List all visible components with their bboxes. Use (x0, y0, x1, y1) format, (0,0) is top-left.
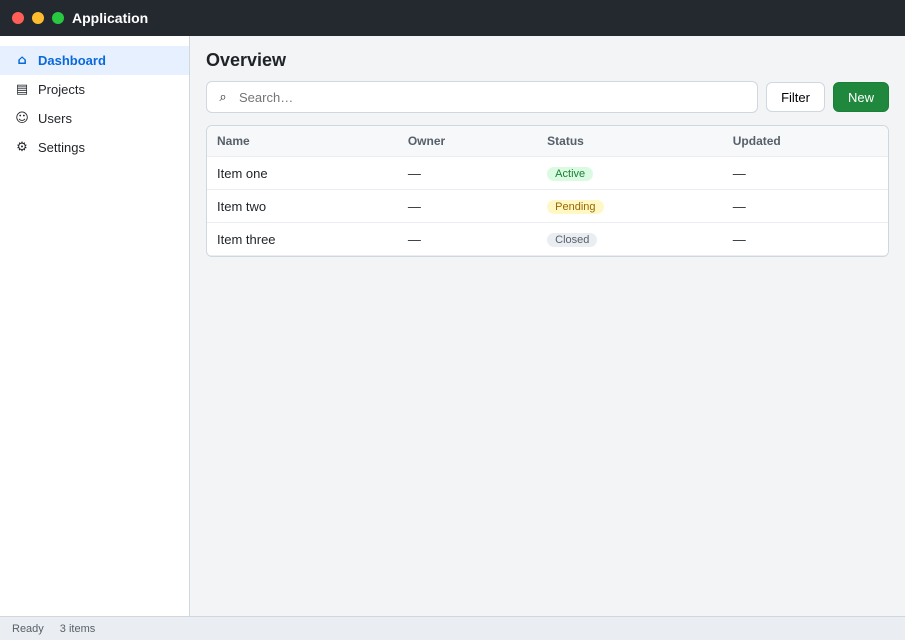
sidebar-item-label: Projects (38, 82, 85, 97)
users-icon: ☺ (15, 111, 29, 126)
table-cell (207, 190, 398, 223)
status-badge: Active (547, 167, 593, 181)
table-header-row (207, 126, 888, 157)
sidebar-item-settings[interactable] (0, 133, 189, 162)
data-table (206, 125, 889, 257)
filter-button[interactable]: Filter (766, 82, 825, 112)
sidebar-item-label: Settings (38, 140, 85, 155)
sidebar-item-users[interactable] (0, 104, 189, 133)
column-header[interactable]: Updated (723, 126, 888, 157)
table-cell (723, 157, 888, 190)
cell-text: — (407, 198, 421, 214)
table-cell (723, 223, 888, 256)
search-box[interactable] (206, 81, 758, 113)
gear-icon: ⚙ (16, 140, 28, 155)
sidebar-item-label: Dashboard (38, 53, 106, 68)
cell-text: — (407, 165, 421, 181)
main-content (190, 36, 905, 616)
minimize-window-button[interactable] (32, 12, 44, 24)
column-header[interactable]: Name (207, 126, 398, 157)
cell-text: — (407, 231, 421, 247)
table-cell (398, 223, 537, 256)
maximize-window-button[interactable] (52, 12, 64, 24)
table-cell (723, 190, 888, 223)
status-badge: Closed (547, 233, 597, 247)
status-text: Ready (12, 622, 44, 635)
table-cell (207, 157, 398, 190)
search-icon: ⌕ (219, 89, 227, 105)
table-cell (398, 157, 537, 190)
table-cell (398, 190, 537, 223)
item-count: 3 items (59, 622, 96, 635)
window-title: Application (72, 10, 149, 26)
home-icon: ⌂ (17, 53, 27, 68)
table-cell (207, 223, 398, 256)
table-row[interactable] (207, 157, 888, 190)
table-row[interactable] (207, 190, 888, 223)
table-cell (537, 157, 723, 190)
status-badge: Pending (547, 200, 603, 214)
table-row[interactable] (207, 223, 888, 256)
new-button[interactable]: New (833, 82, 889, 112)
table-cell (537, 223, 723, 256)
sidebar-item-label: Users (38, 111, 72, 126)
status-bar (0, 616, 905, 640)
cell-text: Item one (217, 165, 268, 181)
cell-text: Item three (217, 231, 276, 247)
table-body (207, 157, 888, 256)
cell-text: — (732, 165, 746, 181)
page-title: Overview (206, 50, 287, 70)
cell-text: — (732, 198, 746, 214)
title-bar (0, 0, 905, 36)
sidebar (0, 36, 190, 616)
sidebar-item-projects[interactable] (0, 75, 189, 104)
app-body (0, 36, 905, 616)
folder-icon: ▤ (15, 82, 29, 97)
cell-text: — (732, 231, 746, 247)
close-window-button[interactable] (12, 12, 24, 24)
toolbar (206, 81, 889, 113)
search-input[interactable] (237, 89, 749, 106)
table-cell (537, 190, 723, 223)
column-header[interactable]: Owner (398, 126, 537, 157)
column-header[interactable]: Status (537, 126, 723, 157)
sidebar-item-dashboard[interactable] (0, 46, 189, 75)
cell-text: Item two (217, 198, 267, 214)
